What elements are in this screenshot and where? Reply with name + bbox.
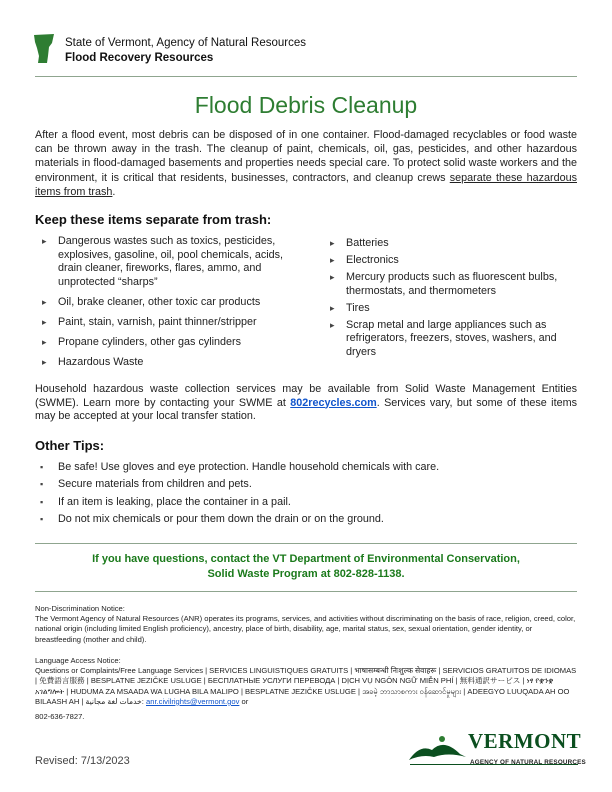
- list-item: ▸ Dangerous wastes such as toxics, pesticides, explosives, gasoline, oil, pool chemicals, acids, drain cleaner, fireworks, flares, ammo, and unprotected “sharps”: [35, 235, 295, 289]
- intro-paragraph: [35, 128, 577, 199]
- list-item: ▸ Mercury products such as fluorescent bulbs, thermostats, and thermometers: [323, 271, 578, 298]
- list-item: ▸ Batteries: [323, 237, 578, 251]
- separate-heading: Keep these items separate from trash:: [35, 212, 272, 227]
- header: [65, 36, 306, 66]
- nondiscrimination-text: The Vermont Agency of Natural Resources (ANR) operates its programs, services, and activities without discriminating on the basis of race, religion, creed, color, national origin (including limited English proficiency), ancestry, place of birth, disability, age, marital status, sex, sexual orientation, gender identity, or breastfeeding (mother and child).: [35, 614, 576, 644]
- language-access-phone: 802-636-7827.: [35, 712, 85, 722]
- civil-rights-email-link[interactable]: anr.civilrights@vermont.gov: [146, 696, 240, 706]
- household-before: Household hazardous waste collection services may be available from Solid Waste Management Entities (SWME). Learn more by contacting your SWME at: [35, 383, 577, 409]
- nondiscrimination-notice: [35, 604, 577, 645]
- contact-box: [35, 552, 577, 582]
- separate-right-list: [323, 237, 578, 363]
- household-after: . Services vary, but some of these items may be accepted at your local transfer station.: [35, 396, 577, 422]
- list-item: ▪ Secure materials from children and pets.: [35, 478, 577, 492]
- list-item: ▸ Paint, stain, varnish, paint thinner/stripper: [35, 316, 295, 330]
- list-item: ▸ Electronics: [323, 254, 578, 268]
- contact-divider-top: [35, 543, 577, 544]
- list-item: ▪ If an item is leaking, place the container in a pail.: [35, 496, 577, 510]
- vermont-state-shape-icon: [33, 34, 55, 64]
- intro-text: After a flood event, most debris can be disposed of in one container. Flood-damaged recyclables or food waste can be thrown away in the trash. The cleanup of paint, chemicals, oil, gas, pesticides, and other hazardous materials in flood-damaged basements and properties needs special care. To protect solid waste workers and the environment, it is critical that residents, businesses, contractors, and cleanup crews: [35, 129, 577, 184]
- recycles-link[interactable]: 802recycles.com: [290, 396, 377, 409]
- intro-emphasis: separate these hazardous items from trash: [35, 171, 577, 198]
- list-item: ▸ Propane cylinders, other gas cylinders: [35, 336, 295, 350]
- language-access-or: or: [239, 696, 249, 706]
- nondiscrimination-heading: Non-Discrimination Notice:: [35, 604, 125, 613]
- tips-list: [35, 461, 577, 530]
- household-paragraph: [35, 383, 577, 424]
- revised-date: Revised: 7/13/2023: [35, 755, 130, 767]
- logo-wordmark: VERMONT: [468, 729, 582, 753]
- contact-divider-bottom: [35, 591, 577, 592]
- list-item: ▪ Do not mix chemicals or pour them down the drain or on the ground.: [35, 513, 577, 527]
- header-org: State of Vermont, Agency of Natural Resources: [65, 37, 306, 49]
- tips-heading: Other Tips:: [35, 438, 105, 453]
- contact-line2: Solid Waste Program at 802-828-1138.: [207, 568, 405, 580]
- language-access-notice: [35, 656, 577, 722]
- intro-end: .: [112, 185, 116, 198]
- logo-agency-name: AGENCY OF NATURAL RESOURCES: [470, 759, 586, 766]
- separate-left-list: [35, 235, 295, 376]
- list-item: ▪ Be safe! Use gloves and eye protection. Handle household chemicals with care.: [35, 461, 577, 475]
- list-item: ▸ Tires: [323, 302, 578, 316]
- contact-line1: If you have questions, contact the VT Department of Environmental Conservation,: [92, 553, 520, 565]
- header-program: Flood Recovery Resources: [65, 52, 214, 64]
- list-item: ▸ Scrap metal and large appliances such as refrigerators, freezers, stoves, washers, and dryers: [323, 319, 578, 360]
- list-item: ▸ Oil, brake cleaner, other toxic car products: [35, 296, 295, 310]
- header-divider: [35, 76, 577, 77]
- page-title: Flood Debris Cleanup: [194, 92, 418, 118]
- language-access-heading: Language Access Notice:: [35, 656, 121, 665]
- list-item: ▸ Hazardous Waste: [35, 356, 295, 370]
- language-access-text: Questions or Complaints/Free Language Services | SERVICES LINGUISTIQUES GRATUITS | भाषासम्बन्धी निःशुल्क सेवाहरू | SERVICIOS GRATUITOS DE IDIOMAS | 免費語言服務 | BESPLATNE JEZIČKE USLUGE | БЕСПЛАТНЫЕ УСЛУГИ ПЕРЕВОДА | DỊCH VỤ NGÔN NGỮ MIỄN PHÍ | 無料通訳サービス | ነፃ የቋንቋ አገልግሎት | HUDUMA ZA MSAADA WA LUGHA BILA MALIPO | BESPLATNE JEZIČKE USLUGE | အခမဲ့ ဘာသာစကား ဝန်ဆောင်မှုများ | ADEEGYO LUUQADA AH OO BILAASH AH | خدمات لغة مجانية:: [35, 666, 577, 706]
